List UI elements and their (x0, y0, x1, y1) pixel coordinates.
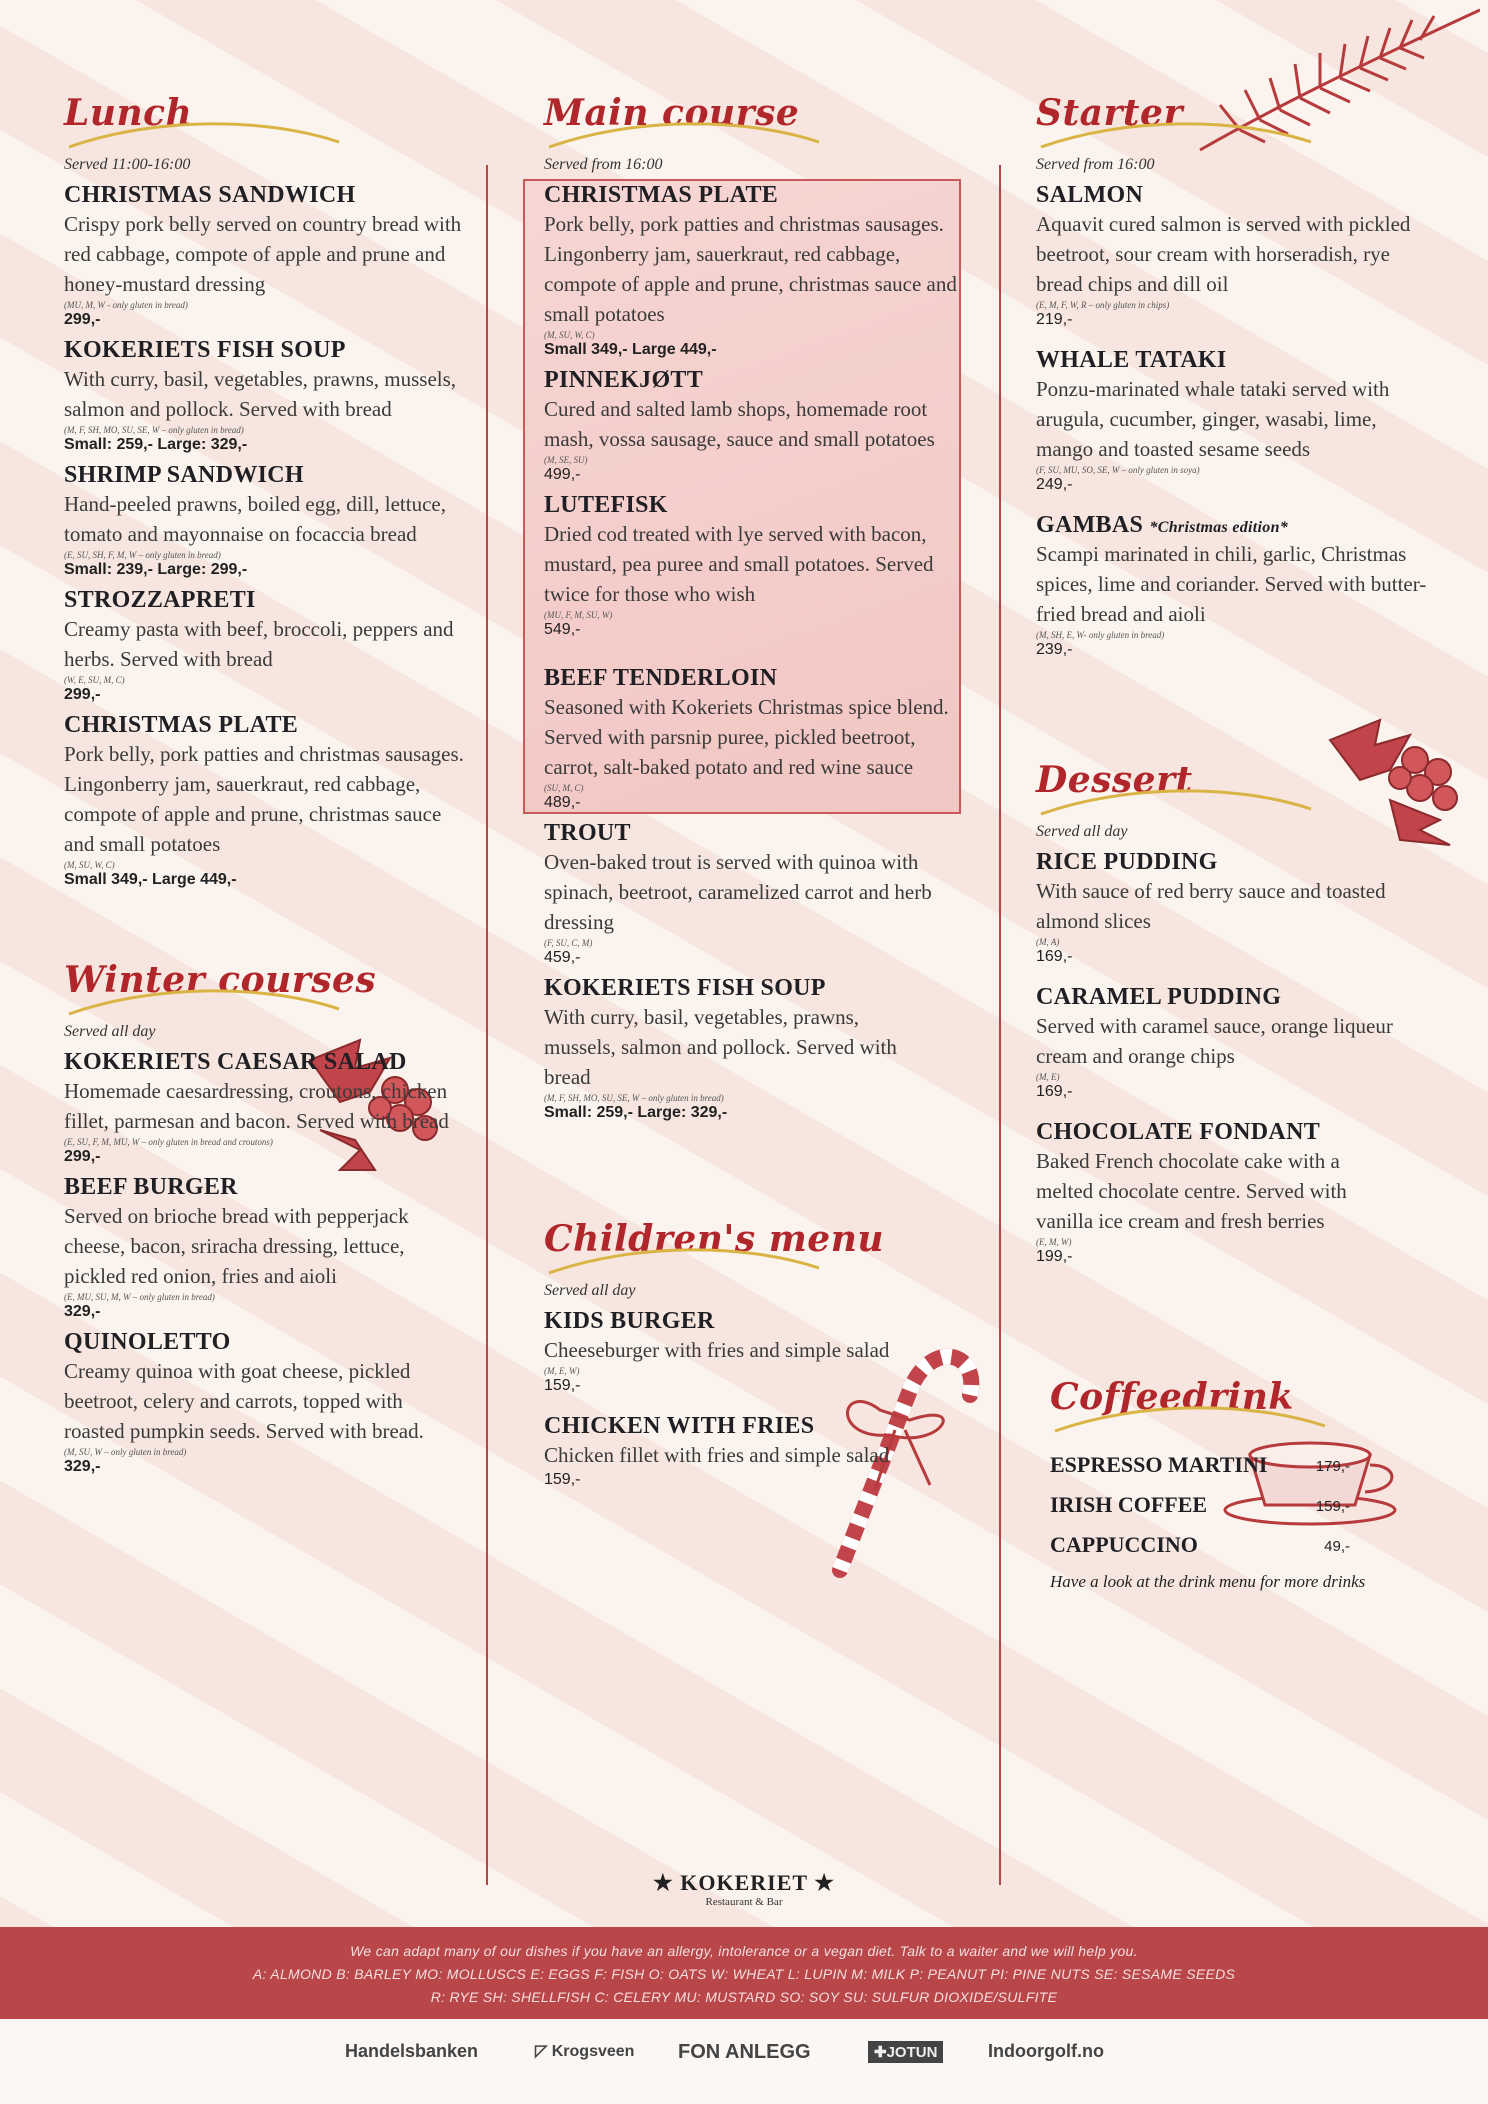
menu-item (64, 182, 464, 329)
item-description: Pork belly, pork patties and christmas sausages. Lingonberry jam, sauerkraut, red cabbage, compote of apple and prune, christmas sauce and small potatoes (544, 212, 957, 326)
menu-item (1036, 984, 1436, 1101)
item-name: TROUT (544, 820, 631, 846)
krogsveen-icon: ◸ (535, 2043, 552, 2060)
gold-swoosh-icon (1050, 1406, 1330, 1436)
item-allergens: (M, SU, W, C) (544, 330, 595, 340)
restaurant-logo (0, 1870, 1488, 1908)
menu-item (1036, 1119, 1436, 1266)
column-divider (999, 165, 1001, 1885)
item-allergens: (MU, M, W - only gluten in bread) (64, 300, 188, 310)
coffee-list (1050, 1452, 1436, 1558)
item-price: 329,- (64, 1303, 101, 1320)
item-price: Small 349,- Large 449,- (544, 341, 717, 358)
section-header-dessert (1036, 759, 1436, 819)
item-price: Small: 259,- Large: 329,- (64, 436, 248, 453)
item-name: QUINOLETTO (64, 1329, 231, 1355)
menu-item (64, 587, 464, 704)
item-allergens: (E, SU, SH, F, M, W – only gluten in bread) (64, 550, 221, 560)
coffee-item (1050, 1452, 1350, 1478)
sponsor-name: JOTUN (886, 2044, 938, 2061)
item-price: 299,- (64, 311, 101, 328)
menu-list (64, 1049, 464, 1476)
item-name-text: GAMBAS (1036, 512, 1144, 538)
item-allergens: (M, A) (1036, 937, 1060, 947)
coffee-name: IRISH COFFEE (1050, 1492, 1208, 1517)
item-allergens: (F, SU, C, M) (544, 938, 593, 948)
menu-item (1036, 512, 1436, 659)
item-price: 219,- (1036, 311, 1073, 328)
served-time: Served all day (1036, 823, 1128, 840)
gold-swoosh-icon (1036, 789, 1316, 819)
item-price: 199,- (1036, 1248, 1073, 1265)
item-name: CHRISTMAS PLATE (64, 712, 299, 738)
column-left (64, 92, 464, 1476)
menu-list (544, 182, 964, 1122)
menu-item (544, 665, 964, 812)
section-header-main (544, 92, 964, 152)
menu-item (544, 1413, 964, 1489)
menu-item (64, 1174, 464, 1321)
sponsor-logo (868, 2041, 943, 2063)
sponsor-logo: Indoorgolf.no (988, 2041, 1104, 2061)
item-allergens: (W, E, SU, M, C) (64, 675, 125, 685)
menu-list (1036, 849, 1436, 1266)
served-time: Served from 16:00 (1036, 156, 1155, 173)
served-time: Served all day (64, 1023, 156, 1040)
item-name: RICE PUDDING (1036, 849, 1218, 875)
sponsor-logo: Handelsbanken (345, 2041, 479, 2061)
menu-list (1036, 182, 1436, 659)
menu-item (64, 712, 464, 889)
section-header-starter (1036, 92, 1436, 152)
sponsor-logo: FON ANLEGG (678, 2041, 811, 2063)
menu-item (544, 820, 964, 967)
item-description: Homemade caesardressing, croutons, chicken fillet, parmesan and bacon. Served with bread (64, 1079, 449, 1133)
coffee-price: 49,- (1324, 1538, 1350, 1555)
item-price: 489,- (544, 794, 581, 811)
coffee-price: 179,- (1315, 1458, 1350, 1475)
item-description: Pork belly, pork patties and christmas sausages. Lingonberry jam, sauerkraut, red cabbage, compote of apple and prune, christmas sauce and small potatoes (64, 742, 464, 856)
item-name: CHICKEN WITH FRIES (544, 1413, 815, 1439)
section-title: Children's menu (544, 1218, 885, 1260)
item-allergens: (E, MU, SU, M, W – only gluten in bread) (64, 1292, 215, 1302)
menu-item (544, 182, 964, 359)
coffee-item (1050, 1492, 1350, 1518)
menu-item (1036, 347, 1436, 494)
item-price: 159,- (544, 1471, 581, 1488)
gold-swoosh-icon (544, 1248, 824, 1278)
item-name: WHALE TATAKI (1036, 347, 1227, 373)
item-description: With sauce of red berry sauce and toasted almond slices (1036, 879, 1386, 933)
item-name: KOKERIETS CAESAR SALAD (64, 1049, 407, 1075)
item-name: STROZZAPRETI (64, 587, 256, 613)
menu-item (1036, 182, 1436, 329)
section-header-lunch (64, 92, 464, 152)
item-description: Ponzu-marinated whale tataki served with arugula, cucumber, ginger, wasabi, lime, mango and toasted sesame seeds (1036, 377, 1390, 461)
menu-item (544, 975, 964, 1122)
coffee-price: 159,- (1315, 1498, 1350, 1515)
served-time: Served all day (544, 1282, 636, 1299)
item-name: PINNEKJØTT (544, 367, 704, 393)
item-allergens: (E, M, F, W, R – only gluten in chips) (1036, 300, 1170, 310)
item-price: 549,- (544, 621, 581, 638)
section-title: Main course (544, 92, 800, 134)
item-allergens: (M, E) (1036, 1072, 1060, 1082)
menu-item (64, 462, 464, 579)
logo-name: ★ KOKERIET ★ (653, 1870, 835, 1895)
item-price: Small: 239,- Large: 299,- (64, 561, 248, 578)
coffee-name: ESPRESSO MARTINI (1050, 1452, 1268, 1477)
item-description: Served on brioche bread with pepperjack cheese, bacon, sriracha dressing, lettuce, pickled red onion, fries and aioli (64, 1204, 409, 1288)
menu-list (64, 182, 464, 889)
menu-item (64, 337, 464, 454)
section-title: Lunch (64, 92, 193, 134)
served-time: Served from 16:00 (544, 156, 663, 173)
coffee-note: Have a look at the drink menu for more drinks (1050, 1572, 1366, 1591)
item-allergens: (E, M, W) (1036, 1237, 1072, 1247)
item-description: Scampi marinated in chili, garlic, Christmas spices, lime and coriander. Served with butter-fried bread and aioli (1036, 542, 1427, 626)
allergy-footer (0, 1927, 1488, 2019)
item-price: 169,- (1036, 948, 1073, 965)
item-price: 459,- (544, 949, 581, 966)
item-price: 239,- (1036, 641, 1073, 658)
item-name: CHRISTMAS PLATE (544, 182, 779, 208)
section-header-winter (64, 959, 464, 1019)
item-allergens: (M, SE, SU) (544, 455, 588, 465)
item-allergens: (M, SU, W – only gluten in bread) (64, 1447, 187, 1457)
item-name: BEEF BURGER (64, 1174, 238, 1200)
item-name: KOKERIETS FISH SOUP (64, 337, 346, 363)
item-description: Served with caramel sauce, orange liqueur cream and orange chips (1036, 1014, 1393, 1068)
jotun-icon: ✚ (874, 2044, 887, 2061)
item-name: KIDS BURGER (544, 1308, 715, 1334)
item-price: 299,- (64, 1148, 101, 1165)
logo-name-text: KOKERIET (680, 1870, 808, 1895)
sponsor-bar (0, 2019, 1488, 2104)
gold-swoosh-icon (64, 122, 344, 152)
menu-item (64, 1049, 464, 1166)
item-allergens: (F, SU, MU, SO, SE, W – only gluten in soya) (1036, 465, 1200, 475)
gold-swoosh-icon (544, 122, 824, 152)
item-allergens: (M, E, W) (544, 1366, 580, 1376)
coffee-name: CAPPUCCINO (1050, 1532, 1198, 1557)
gold-swoosh-icon (64, 989, 344, 1019)
menu-item (1036, 849, 1436, 966)
column-middle (544, 92, 964, 1489)
item-price: Small 349,- Large 449,- (64, 871, 237, 888)
column-divider (486, 165, 488, 1885)
item-allergens: (M, SU, W, C) (64, 860, 115, 870)
logo-subtitle: Restaurant & Bar (705, 1896, 783, 1908)
item-allergens: (SU, M, C) (544, 783, 584, 793)
allergen-legend: A: ALMOND B: BARLEY MO: MOLLUSCS E: EGGS F: FISH O: OATS W: WHEAT L: LUPIN M: MILK P: PEANUT PI: PINE NUTS SE: SESAME SEEDS (252, 1966, 1236, 1982)
item-price: 329,- (64, 1458, 101, 1475)
item-description: Seasoned with Kokeriets Christmas spice blend. Served with parsnip puree, pickled beetroot, carrot, salt-baked potato and red wine sauce (544, 695, 949, 779)
item-description: Creamy quinoa with goat cheese, pickled beetroot, celery and carrots, topped with roasted pumpkin seeds. Served with bread. (64, 1359, 424, 1443)
item-name: SALMON (1036, 182, 1144, 208)
item-price: 499,- (544, 466, 581, 483)
menu-list (544, 1308, 964, 1489)
item-name: LUTEFISK (544, 492, 668, 518)
item-name: BEEF TENDERLOIN (544, 665, 778, 691)
item-description: Cured and salted lamb shops, homemade root mash, vossa sausage, sauce and small potatoes (544, 397, 935, 451)
section-title: Starter (1036, 92, 1183, 134)
item-allergens: (MU, F, M, SU, W) (544, 610, 613, 620)
item-description: Cheeseburger with fries and simple salad (544, 1338, 890, 1362)
menu-item (544, 367, 964, 484)
item-name: CHRISTMAS SANDWICH (64, 182, 356, 208)
section-title: Dessert (1036, 759, 1193, 801)
item-description: Aquavit cured salmon is served with pickled beetroot, sour cream with horseradish, rye bread chips and dill oil (1036, 212, 1411, 296)
item-price: Small: 259,- Large: 329,- (544, 1104, 728, 1121)
item-price: 249,- (1036, 476, 1073, 493)
item-description: Dried cod treated with lye served with bacon, mustard, pea puree and small potatoes. Served twice for those who wish (544, 522, 934, 606)
item-name: CARAMEL PUDDING (1036, 984, 1282, 1010)
item-description: Oven-baked trout is served with quinoa with spinach, beetroot, caramelized carrot and herb dressing (544, 850, 932, 934)
allergen-legend: R: RYE SH: SHELLFISH C: CELERY MU: MUSTARD SO: SOY SU: SULFUR DIOXIDE/SULFITE (430, 1989, 1058, 2005)
item-description: With curry, basil, vegetables, prawns, mussels, salmon and pollock. Served with bread (544, 1005, 897, 1089)
menu-item (64, 1329, 464, 1476)
gold-swoosh-icon (1036, 122, 1316, 152)
section-title: Coffeedrink (1050, 1376, 1294, 1418)
item-allergens: (M, F, SH, MO, SU, SE, W – only gluten in bread) (544, 1093, 724, 1103)
item-description: Hand-peeled prawns, boiled egg, dill, lettuce, tomato and mayonnaise on focaccia bread (64, 492, 446, 546)
column-right (1036, 92, 1436, 1592)
item-allergens: (E, SU, F, M, MU, W – only gluten in bread and croutons) (64, 1137, 273, 1147)
menu-item (544, 492, 964, 639)
menu-item (544, 1308, 964, 1395)
item-price: 159,- (544, 1377, 581, 1394)
sponsor-name: Krogsveen (551, 2043, 635, 2060)
coffee-item (1050, 1532, 1350, 1558)
item-description: Baked French chocolate cake with a melted chocolate centre. Served with vanilla ice cream and fresh berries (1036, 1149, 1347, 1233)
item-name (1036, 512, 1436, 539)
item-description: Creamy pasta with beef, broccoli, peppers and herbs. Served with bread (64, 617, 454, 671)
allergy-note: We can adapt many of our dishes if you have an allergy, intolerance or a vegan diet. Talk to a waiter and we will help you. (350, 1943, 1138, 1959)
section-header-children (544, 1218, 964, 1278)
section-title: Winter courses (64, 959, 377, 1001)
item-price: 299,- (64, 686, 101, 703)
item-name: SHRIMP SANDWICH (64, 462, 304, 488)
item-allergens: (M, SH, E, W- only gluten in bread) (1036, 630, 1165, 640)
item-allergens: (M, F, SH, MO, SU, SE, W – only gluten in bread) (64, 425, 244, 435)
item-name: CHOCOLATE FONDANT (1036, 1119, 1321, 1145)
section-header-coffee (1036, 1376, 1436, 1436)
sponsor-logo (535, 2041, 634, 2061)
item-price: 169,- (1036, 1083, 1073, 1100)
item-description: Chicken fillet with fries and simple salad (544, 1443, 890, 1467)
item-description: With curry, basil, vegetables, prawns, mussels, salmon and pollock. Served with bread (64, 367, 457, 421)
item-name: KOKERIETS FISH SOUP (544, 975, 826, 1001)
served-time: Served 11:00-16:00 (64, 156, 191, 173)
item-description: Crispy pork belly served on country bread with red cabbage, compote of apple and prune and honey-mustard dressing (64, 212, 462, 296)
edition-badge: *Christmas edition* (1149, 519, 1289, 536)
